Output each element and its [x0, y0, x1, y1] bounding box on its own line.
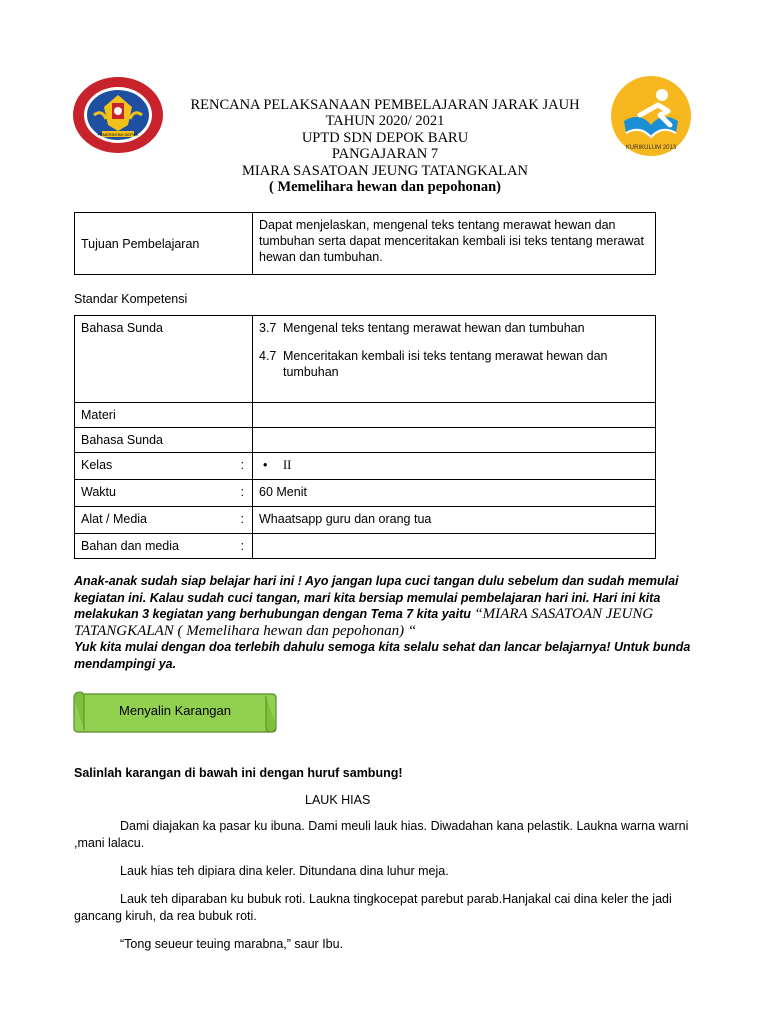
learning-objective-table [74, 212, 656, 275]
table-row-label [75, 428, 253, 453]
row-label-bahan: Bahan dan media [81, 539, 179, 553]
kd1-number: 3.7 [259, 321, 277, 335]
story-paragraph: “Tong seueur teuing marabna,” saur Ibu. [120, 937, 344, 951]
header-school: UPTD SDN DEPOK BARU [301, 129, 469, 146]
row-label-subject: Bahasa Sunda [81, 433, 164, 447]
row-colon: : [240, 512, 244, 526]
table-row-label [75, 453, 253, 480]
kd2-text-continued: tumbuhan [283, 365, 339, 379]
story-paragraph: Lauk hias teh dipiara dina keler. Ditundana dina luhur meja. [120, 864, 449, 878]
row-colon: : [240, 539, 244, 553]
objective-label: Tujuan Pembelajaran [75, 213, 253, 275]
header-lesson: PANGAJARAN 7 [331, 146, 439, 163]
intro-theme: “MIARA SASATOAN JEUNG TATANGKALAN ( Memelihara hewan dan pepohonan) “ [74, 606, 654, 639]
table-row-value [253, 534, 656, 559]
kd2-text: Menceritakan kembali isi teks tentang merawat hewan dan [283, 349, 608, 363]
row-label-media: Alat / Media [81, 512, 148, 526]
table-row-value [253, 428, 656, 453]
kd1-text: Mengenal teks tentang merawat hewan dan tumbuhan [283, 321, 585, 335]
intro-text-2: Yuk kita mulai dengan doa terlebih dahulu semoga kita selalu sehat dan lancar belajarnya! Untuk bunda mendampingi ya. [74, 640, 691, 671]
header-year: TAHUN 2020/ 2021 [325, 113, 445, 130]
header-title: RENCANA PELAKSANAAN PEMBELAJARAN JARAK JAUH [190, 97, 580, 113]
story-paragraph: Dami diajakan ka pasar ku ibuna. Dami meuli lauk hias. Diwadahan kana pelastik. Laukna warna warni ,mani lalacu. [74, 819, 689, 850]
kurikulum-2013-logo [610, 75, 692, 157]
table-row-label [75, 507, 253, 534]
row-label-waktu: Waktu [81, 485, 116, 499]
class-value: II [283, 458, 292, 472]
subject-label: Bahasa Sunda [81, 321, 164, 335]
table-row-value: Whaatsapp guru dan orang tua [253, 507, 656, 534]
copy-instruction: Salinlah karangan di bawah ini dengan huruf sambung! [74, 766, 403, 780]
row-colon: : [240, 485, 244, 499]
basic-competency-cell [253, 316, 656, 403]
competency-standard-title: Standar Kompetensi [74, 292, 188, 306]
row-label-materi: Materi [81, 408, 116, 422]
bullet-icon: • [263, 458, 268, 472]
objective-value: Dapat menjelaskan, mengenal teks tentang merawat hewan dan tumbuhan serta dapat menceritakan kembali isi teks tentang merawat hewan dan tumbuhan. [253, 213, 656, 275]
table-row-value [253, 453, 656, 480]
table-row-label [75, 403, 253, 428]
intro-text-1: Anak-anak sudah siap belajar hari ini ! Ayo jangan lupa cuci tangan dulu sebelum dan sudah memulai kegiatan ini. Kalau sudah cuci tangan, mari kita bersiap memulai pembelajaran hari ini. Hari ini kita melakukan 3 kegiatan yang berhubungan dengan Tema 7 kita yaitu [74, 574, 679, 621]
header-theme: MIARA SASATOAN JEUNG TATANGKALAN [242, 162, 528, 179]
header-theme-translation: ( Memelihara hewan dan pepohonan) [268, 179, 502, 196]
table-row-label [75, 480, 253, 507]
right-logo-caption: KURIKULUM 2013 [625, 145, 677, 151]
row-colon: : [240, 458, 244, 472]
subject-cell [75, 316, 253, 403]
row-label-kelas: Kelas [81, 458, 113, 472]
intro-paragraph [74, 573, 696, 672]
table-row-label [75, 534, 253, 559]
story-paragraph: Lauk teh diparaban ku bubuk roti. Laukna tingkocepat parebut parab.Hanjakal cai dina keler the jadi gancang kiruh, da rea bubuk roti. [74, 892, 672, 923]
banner-label: Menyalin Karangan [118, 703, 232, 718]
document-header [150, 97, 620, 195]
kd2-number: 4.7 [259, 349, 277, 363]
left-logo-caption: PEMERINTAH DEPOK [97, 132, 139, 137]
competency-table [74, 315, 656, 559]
table-row-value [253, 403, 656, 428]
story-title: LAUK HIAS [305, 793, 371, 807]
table-row-value: 60 Menit [253, 480, 656, 507]
story-body [74, 818, 696, 964]
